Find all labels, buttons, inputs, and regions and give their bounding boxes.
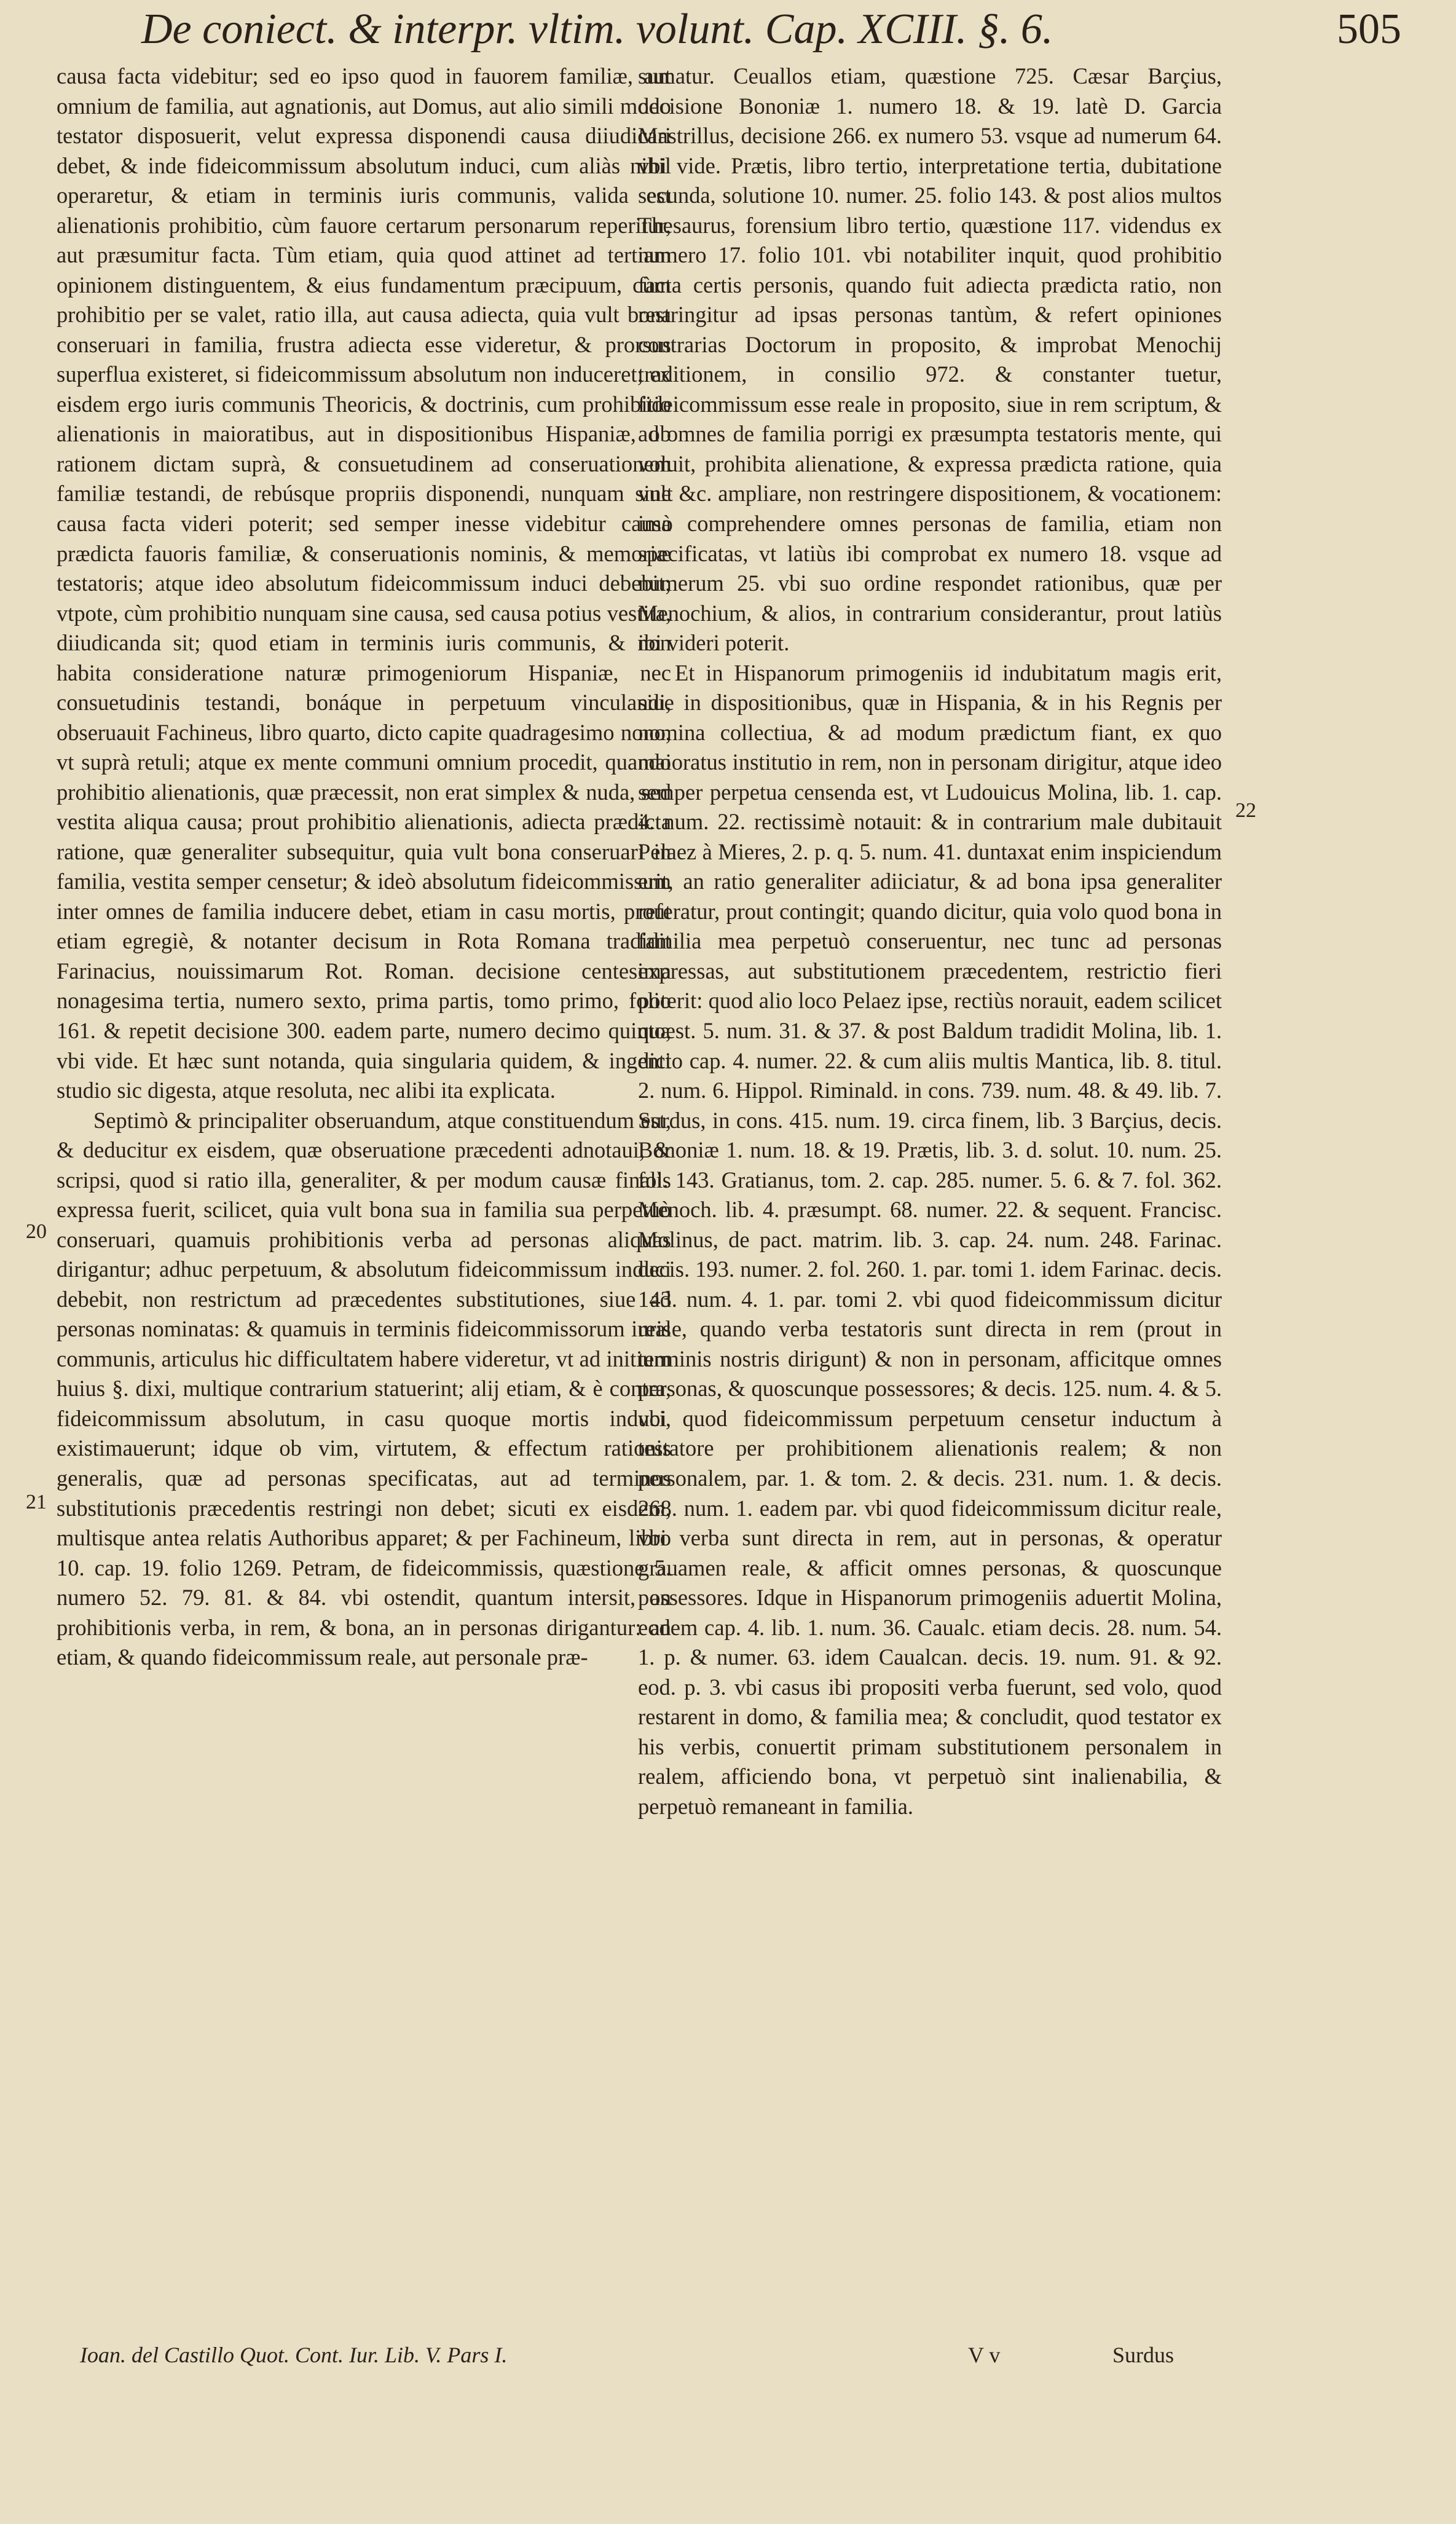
margin-number-22: 22 xyxy=(1235,799,1256,822)
right-paragraph-1: sumatur. Ceuallos etiam, quæstione 725. Cæsar Barçius, decisione Bononiæ 1. numero 18. & 19. latè D. Garcia Mastrillus, decisione 266. ex numero 53. vsque ad numerum 64. vbi vide. Prætis, libro tertio, interpretatione tertia, dubitatione secunda, solutione 10. numer. 25. folio 143. & post alios multos Thesaurus, forensium libro tertio, quæstione 117. videndus ex numero 17. folio 101. vbi notabiliter inquit, quod prohibitio facta certis personis, quando fuit adiecta prædicta ratio, non restringitur ad ipsas personas tantùm, & refert opiniones contrarias Doctorum in proposito, & improbat Menochij traditionem, in consilio 972. & constanter tuetur, fideicommissum esse reale in proposito, siue in rem scriptum, & ad omnes de familia porrigi ex præsumpta testatoris mente, qui voluit, prohibita alienatione, & expressa prædicta ratione, quia vult &c. ampliare, non restringere dispositionem, & vocationem: imò comprehendere omnes personas de familia, etiam non specificatas, vt latiùs ibi comprobat ex numero 18. vsque ad numerum 25. vbi suo ordine respondet rationibus, quæ per Menochium, & alios, in contrarium considerantur, prout latiùs ibi videri poterit. xyxy=(638,63,1222,656)
left-column xyxy=(57,61,671,2311)
page-number: 505 xyxy=(1337,6,1401,53)
signature-mark: V v xyxy=(968,2343,1001,2367)
margin-number-20: 20 xyxy=(26,1220,47,1243)
left-paragraph-1: causa facta videbitur; sed eo ipso quod in fauorem familiæ, aut omnium de familia, aut agnationis, aut Domus, aut alio simili modo testator disposuerit, velut expressa disponendi causa diiudicari debet, & inde fideicommissum absolutum induci, cum aliàs nihil operaretur, & etiam in terminis iuris communis, valida est alienationis prohibitio, cùm fauore certarum personarum reperitur, aut præsumitur facta. Tùm etiam, quia quod attinet ad tertiam opinionem distinguentem, & eius fundamentum præcipuum, cùm prohibitio per se valet, ratio illa, aut causa adiecta, quia vult bona conseruari in familia, frustra adiecta esse videretur, & prorsus superflua existeret, si fideicommissum absolutum non induceret; ex eisdem ergo iuris communis Theoricis, & doctrinis, cum prohibitio alienationis in maioratibus, aut in dispositionibus Hispaniæ, ob rationem dictam suprà, & consuetudinem ad conseruationem familiæ testandi, de rebúsque propriis disponendi, nunquam sine causa facta videri poterit; sed semper inesse videbitur causa prædicta fauoris familiæ, & conseruationis nominis, & memoriæ testatoris; atque ideo absolutum fideicommissum induci debebit; vtpote, cùm prohibitio nunquam sine causa, sed causa potius vestita, diiudicanda sit; quod etiam in terminis iuris communis, & non habita consideratione naturæ primogeniorum Hispaniæ, nec consuetudinis testandi, bonáque in perpetuum vinculandi, obseruauit Fachineus, libro quarto, dicto capite quadragesimo nono, vt suprà retuli; atque ex mente communi omnium procedit, quando prohibitio alienationis, quæ præcessit, non erat simplex & nuda, sed vestita aliqua causa; prout prohibitio alienationis, adiecta prædicta ratione, quæ generaliter subsequitur, quia vult bona conseruari in familia, vestita semper censetur; & ideò absolutum fideicommissum inter omnes de familia inducere debet, etiam in casu mortis, prout etiam egregiè, & notanter decisum in Rota Romana tradidit Farinacius, nouissimarum Rot. Roman. decisione centesima nonagesima tertia, numero sexto, prima partis, tomo primo, folio 161. & repetit decisione 300. eadem parte, numero decimo quinto, vbi vide. Et hæc sunt notanda, quia singularia quidem, & ingenti studio sic digesta, atque resoluta, nec alibi ita explicata. xyxy=(57,63,671,1103)
left-paragraph-2: Septimò & principaliter obseruandum, atque constituendum est, & deducitur ex eisdem, quæ obseruatione præcedenti adnotaui, & scripsi, quod si ratio illa, generaliter, & per modum causæ finalis expressa fuerit, scilicet, quia vult bona sua in familia sua perpetuò conseruari, quamuis prohibitionis verba ad personas aliquas dirigantur; adhuc perpetuum, & absolutum fideicommissum induci debebit, non restrictum ad præcedentes substitutiones, siue ad personas nominatas: & quamuis in terminis fideicommissorum iuris communis, articulus hic difficultatem habere videretur, vt ad initium huius §. dixi, multique contrarium statuerint; alij etiam, & è contra, fideicommissum absolutum, in casu quoque mortis induci, existimauerunt; idque ob vim, virtutem, & effectum rationis generalis, quæ ad personas specificatas, aut ad terminos substitutionis præcedentis restringi non debet; sicuti ex eisdem, multisque antea relatis Authoribus apparet; & per Fachineum, libro 10. cap. 19. folio 1269. Petram, de fideicommissis, quæstione 5. numero 52. 79. 81. & 84. vbi ostendit, quantum intersit, an prohibitionis verba, in rem, & bona, an in personas dirigantur: an etiam, & quando fideicommissum reale, aut personale præ- xyxy=(57,1107,671,1670)
catchword: Surdus xyxy=(1112,2343,1175,2367)
margin-number-21: 21 xyxy=(26,1491,47,1513)
right-paragraph-2: Et in Hispanorum primogeniis id indubitatum magis erit, siue in dispositionibus, quæ in Hispania, & in his Regnis per nomina collectiua, & ad modum prædictum fiant, ex quo maioratus institutio in rem, non in personam dirigitur, atque ideo semper perpetua censenda est, vt Ludouicus Molina, lib. 1. cap. 4. num. 22. rectissimè notauit: & in contrarium male dubitauit Pelaez à Mieres, 2. p. q. 5. num. 41. duntaxat enim inspiciendum erit, an ratio generaliter adiiciatur, & ad bona ipsa generaliter referatur, prout contingit; quando dicitur, quia volo quod bona in familia mea perpetuò conseruentur, nec tunc ad personas expressas, aut substitutionem præcedentem, restrictio fieri poterit: quod alio loco Pelaez ipse, rectiùs norauit, eadem scilicet quæst. 5. num. 31. & 37. & post Baldum tradidit Molina, lib. 1. dicto cap. 4. numer. 22. & cum aliis multis Mantica, lib. 8. titul. 2. num. 6. Hippol. Riminald. in cons. 739. num. 48. & 49. lib. 7. Surdus, in cons. 415. num. 19. circa finem, lib. 3 Barçius, decis. Bononiæ 1. num. 18. & 19. Prætis, lib. 3. d. solut. 10. num. 25. fol. 143. Gratianus, tom. 2. cap. 285. numer. 5. 6. & 7. fol. 362. Menoch. lib. 4. præsumpt. 68. numer. 22. & sequent. Francisc. Molinus, de pact. matrim. lib. 3. cap. 24. num. 248. Farinac. decis. 193. numer. 2. fol. 260. 1. par. tomi 1. idem Farinac. decis. 143. num. 4. 1. par. tomi 2. vbi quod fideicommissum dicitur reale, quando verba testatoris sunt directa in rem (prout in terminis nostris dirigunt) & non in personam, afficitque omnes personas, & quoscunque possessores; & decis. 125. num. 4. & 5. vbi quod fideicommissum perpetuum censetur inductum à testatore per prohibitionem alienationis realem; & non personalem, par. 1. & tom. 2. & decis. 231. num. 1. & decis. 268. num. 1. eadem par. vbi quod fideicommissum dicitur reale, vbi verba sunt directa in rem, aut in personas, & operatur grauamen reale, & afficit omnes personas, & quoscunque possessores. Idque in Hispanorum primogeniis aduertit Molina, eodem cap. 4. lib. 1. num. 36. Caualc. etiam decis. 28. num. 54. 1. p. & numer. 63. idem Caualcan. decis. 19. num. 91. & 92. eod. p. 3. vbi casus ibi propositi verba fuerunt, sed volo, quod restarent in domo, & familia mea; & concludit, quod testator ex his verbis, conuertit primam substitutionem personalem in realem, afficiendo bona, vt perpetuò sint inalienabilia, & perpetuò remaneant in familia. xyxy=(638,660,1222,1819)
footer-running-title: Ioan. del Castillo Quot. Cont. Iur. Lib. V. Pars I. xyxy=(80,2343,508,2367)
running-head-title: De coniect. & interpr. vltim. volunt. Cap. XCIII. §. 6. xyxy=(141,6,1053,53)
right-column xyxy=(638,61,1222,2311)
page-header xyxy=(141,5,1401,60)
